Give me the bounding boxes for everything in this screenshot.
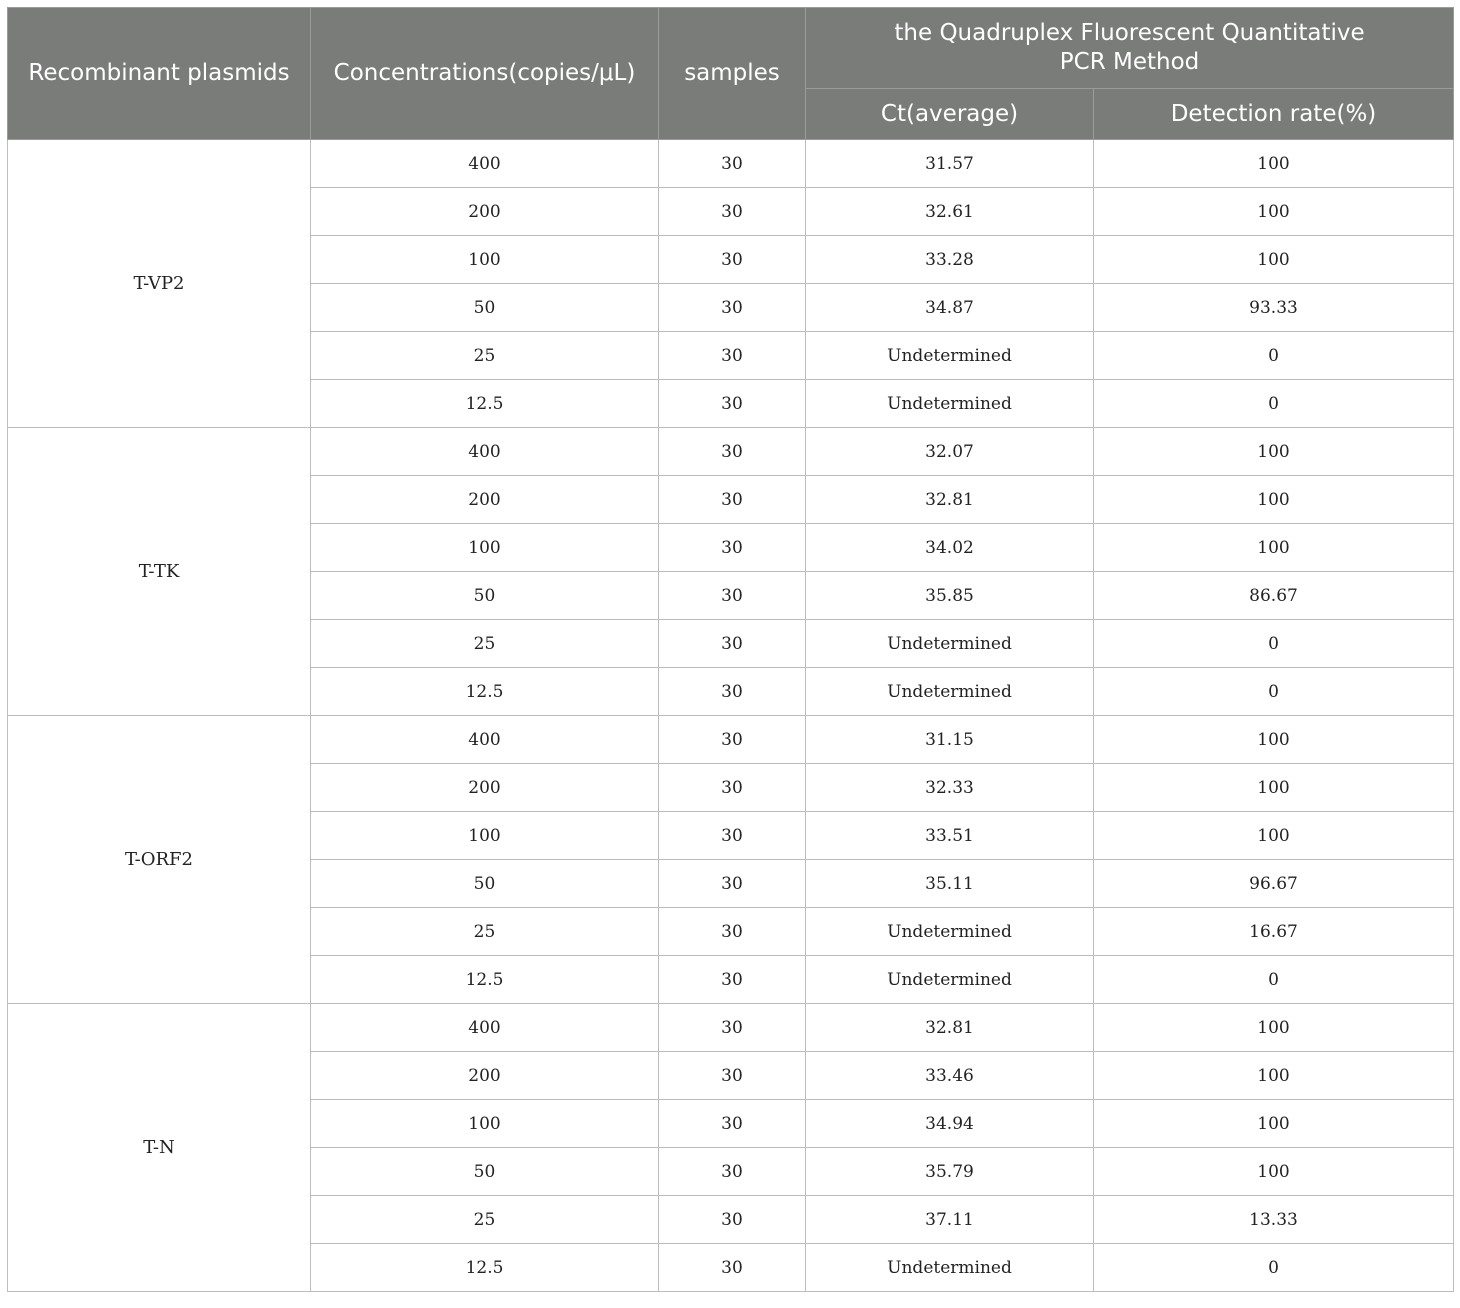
samples-cell: 30 <box>659 1196 806 1244</box>
detection-rate-cell: 0 <box>1094 620 1454 668</box>
samples-cell: 30 <box>659 812 806 860</box>
concentration-cell: 12.5 <box>311 668 659 716</box>
concentration-cell: 400 <box>311 716 659 764</box>
detection-rate-cell: 86.67 <box>1094 572 1454 620</box>
ct-average-cell: 33.46 <box>806 1052 1094 1100</box>
ct-average-cell: 34.94 <box>806 1100 1094 1148</box>
samples-cell: 30 <box>659 860 806 908</box>
concentration-cell: 12.5 <box>311 956 659 1004</box>
concentration-cell: 50 <box>311 1148 659 1196</box>
samples-cell: 30 <box>659 524 806 572</box>
ct-average-cell: 33.28 <box>806 236 1094 284</box>
concentration-cell: 12.5 <box>311 380 659 428</box>
samples-cell: 30 <box>659 332 806 380</box>
ct-average-cell: 34.02 <box>806 524 1094 572</box>
ct-average-cell: 32.81 <box>806 1004 1094 1052</box>
ct-average-cell: Undetermined <box>806 668 1094 716</box>
samples-cell: 30 <box>659 1244 806 1292</box>
detection-rate-cell: 100 <box>1094 1148 1454 1196</box>
samples-cell: 30 <box>659 668 806 716</box>
detection-rate-cell: 0 <box>1094 668 1454 716</box>
detection-rate-cell: 100 <box>1094 812 1454 860</box>
samples-cell: 30 <box>659 188 806 236</box>
ct-average-cell: 35.79 <box>806 1148 1094 1196</box>
concentration-cell: 400 <box>311 1004 659 1052</box>
samples-cell: 30 <box>659 716 806 764</box>
concentration-cell: 100 <box>311 236 659 284</box>
ct-average-cell: 31.57 <box>806 140 1094 188</box>
detection-rate-cell: 100 <box>1094 428 1454 476</box>
detection-rate-cell: 100 <box>1094 1100 1454 1148</box>
concentration-cell: 25 <box>311 1196 659 1244</box>
concentration-cell: 50 <box>311 284 659 332</box>
plasmid-name-cell: T-ORF2 <box>8 716 311 1004</box>
samples-cell: 30 <box>659 284 806 332</box>
detection-rate-cell: 100 <box>1094 716 1454 764</box>
samples-cell: 30 <box>659 908 806 956</box>
plasmid-name-cell: T-VP2 <box>8 140 311 428</box>
ct-average-cell: Undetermined <box>806 908 1094 956</box>
samples-cell: 30 <box>659 1148 806 1196</box>
table-row <box>8 1004 1454 1052</box>
samples-cell: 30 <box>659 620 806 668</box>
header-samples: samples <box>659 8 806 140</box>
header-method-line1: the Quadruplex Fluorescent Quantitative <box>894 20 1365 46</box>
samples-cell: 30 <box>659 1100 806 1148</box>
detection-rate-cell: 0 <box>1094 956 1454 1004</box>
ct-average-cell: Undetermined <box>806 380 1094 428</box>
table-row <box>8 428 1454 476</box>
table-body <box>8 140 1454 1292</box>
concentration-cell: 50 <box>311 860 659 908</box>
detection-rate-cell: 0 <box>1094 332 1454 380</box>
ct-average-cell: 31.15 <box>806 716 1094 764</box>
concentration-cell: 100 <box>311 524 659 572</box>
concentration-cell: 12.5 <box>311 1244 659 1292</box>
samples-cell: 30 <box>659 1052 806 1100</box>
plasmid-name-cell: T-TK <box>8 428 311 716</box>
plasmid-name-cell: T-N <box>8 1004 311 1292</box>
header-ct: Ct(average) <box>806 89 1094 140</box>
table-row <box>8 140 1454 188</box>
detection-rate-cell: 13.33 <box>1094 1196 1454 1244</box>
ct-average-cell: Undetermined <box>806 956 1094 1004</box>
concentration-cell: 25 <box>311 908 659 956</box>
concentration-cell: 400 <box>311 428 659 476</box>
concentration-cell: 100 <box>311 1100 659 1148</box>
concentration-cell: 50 <box>311 572 659 620</box>
concentration-cell: 25 <box>311 620 659 668</box>
detection-rate-cell: 100 <box>1094 1004 1454 1052</box>
detection-rate-cell: 100 <box>1094 764 1454 812</box>
detection-rate-cell: 100 <box>1094 140 1454 188</box>
concentration-cell: 100 <box>311 812 659 860</box>
samples-cell: 30 <box>659 236 806 284</box>
table-header <box>8 8 1454 140</box>
ct-average-cell: 34.87 <box>806 284 1094 332</box>
header-plasmids: Recombinant plasmids <box>8 8 311 140</box>
ct-average-cell: 37.11 <box>806 1196 1094 1244</box>
samples-cell: 30 <box>659 476 806 524</box>
concentration-cell: 400 <box>311 140 659 188</box>
samples-cell: 30 <box>659 956 806 1004</box>
samples-cell: 30 <box>659 380 806 428</box>
header-detection-rate: Detection rate(%) <box>1094 89 1454 140</box>
detection-rate-cell: 100 <box>1094 236 1454 284</box>
samples-cell: 30 <box>659 1004 806 1052</box>
ct-average-cell: 32.81 <box>806 476 1094 524</box>
detection-rate-cell: 100 <box>1094 1052 1454 1100</box>
header-row-top <box>8 8 1454 89</box>
samples-cell: 30 <box>659 140 806 188</box>
results-table-container <box>7 7 1453 1292</box>
detection-rate-cell: 93.33 <box>1094 284 1454 332</box>
detection-rate-cell: 100 <box>1094 476 1454 524</box>
detection-rate-cell: 0 <box>1094 380 1454 428</box>
concentration-cell: 200 <box>311 188 659 236</box>
detection-rate-cell: 96.67 <box>1094 860 1454 908</box>
ct-average-cell: Undetermined <box>806 620 1094 668</box>
samples-cell: 30 <box>659 572 806 620</box>
header-method-line2: PCR Method <box>1059 49 1200 75</box>
samples-cell: 30 <box>659 428 806 476</box>
results-table <box>7 7 1454 1292</box>
samples-cell: 30 <box>659 764 806 812</box>
ct-average-cell: Undetermined <box>806 1244 1094 1292</box>
detection-rate-cell: 16.67 <box>1094 908 1454 956</box>
concentration-cell: 200 <box>311 1052 659 1100</box>
ct-average-cell: 35.85 <box>806 572 1094 620</box>
detection-rate-cell: 0 <box>1094 1244 1454 1292</box>
concentration-cell: 25 <box>311 332 659 380</box>
detection-rate-cell: 100 <box>1094 188 1454 236</box>
concentration-cell: 200 <box>311 476 659 524</box>
ct-average-cell: 32.33 <box>806 764 1094 812</box>
ct-average-cell: Undetermined <box>806 332 1094 380</box>
ct-average-cell: 32.07 <box>806 428 1094 476</box>
table-row <box>8 716 1454 764</box>
header-method <box>806 8 1454 89</box>
ct-average-cell: 32.61 <box>806 188 1094 236</box>
ct-average-cell: 35.11 <box>806 860 1094 908</box>
concentration-cell: 200 <box>311 764 659 812</box>
header-concentration: Concentrations(copies/μL) <box>311 8 659 140</box>
ct-average-cell: 33.51 <box>806 812 1094 860</box>
detection-rate-cell: 100 <box>1094 524 1454 572</box>
